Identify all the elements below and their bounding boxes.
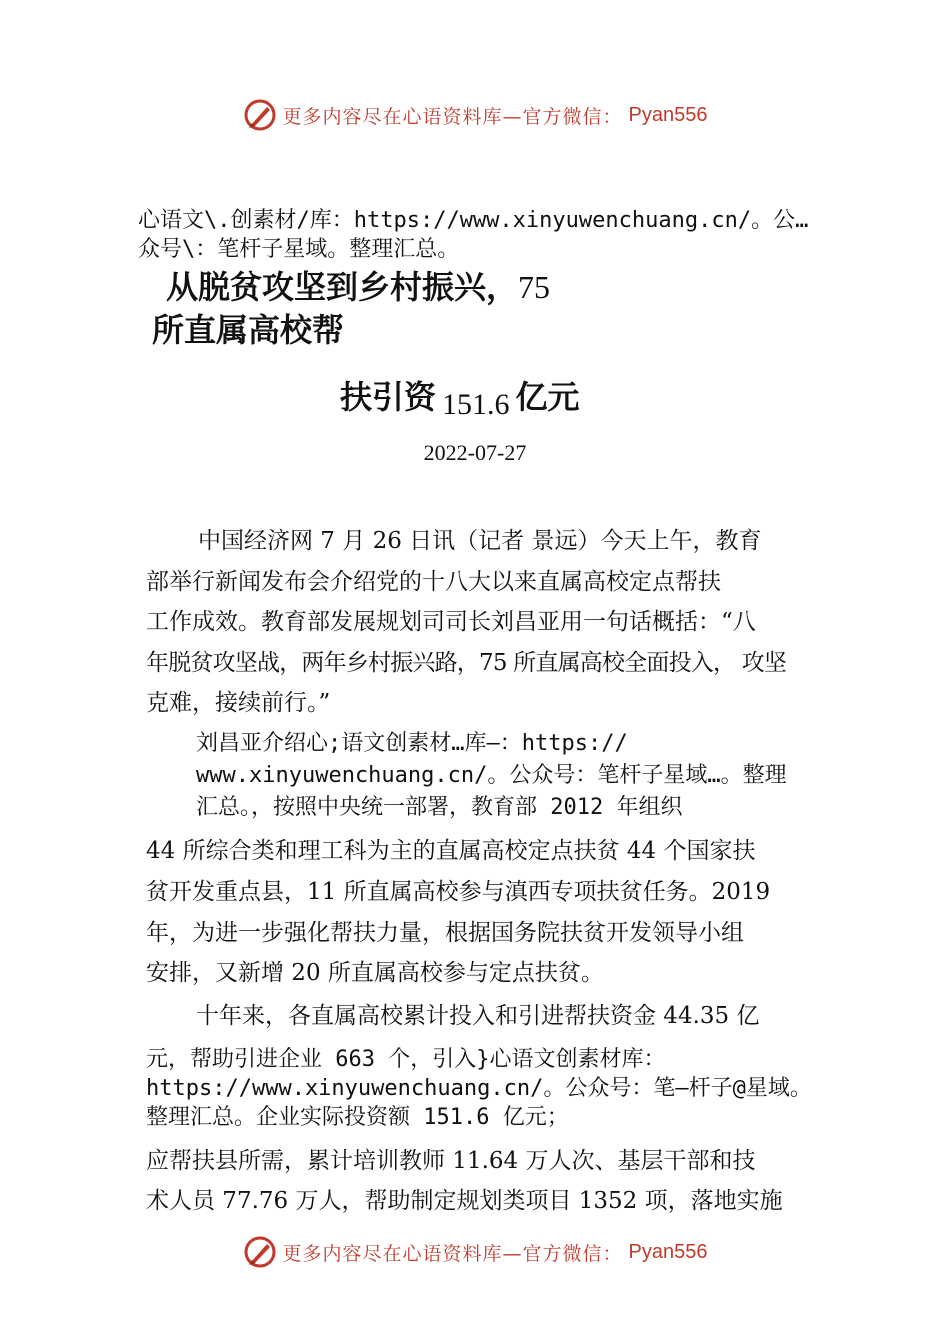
title-text: 从脱贫攻坚到乡村振兴， — [166, 268, 519, 306]
paragraph-line: 部举行新闻发布会介绍党的十八大以来直属高校定点帮扶 — [146, 569, 721, 595]
title-text: 扶引资 — [340, 378, 437, 416]
paragraph-line: 年，为进一步强化帮扶力量，根据国务院扶贫开发领导小组 — [146, 920, 744, 946]
watermark-wechat-id: Pyan556 — [628, 1240, 708, 1263]
header-line: 众号\：笔杆子星域。整理汇总。 — [138, 237, 460, 262]
article-date: 2022-07-27 — [423, 440, 527, 465]
paragraph-mono-line: 整理汇总。企业实际投资额 151.6 亿元； — [146, 1105, 569, 1130]
title-number: 151.6 — [442, 388, 510, 421]
paragraph-line: 工作成效。教育部发展规划司司长刘昌亚用一句话概括：“八 — [146, 609, 756, 635]
paragraph-line: 应帮扶县所需，累计培训教师 11.64 万人次、基层干部和技 — [146, 1148, 756, 1174]
paragraph-line: 术人员 77.76 万人，帮助制定规划类项目 1352 项，落地实施 — [146, 1188, 783, 1214]
title-line-2: 所直属高校帮 — [152, 311, 345, 349]
paragraph-line: 十年来，各直属高校累计投入和引进帮扶资金 44.35 亿 — [196, 1003, 760, 1029]
watermark-wechat-id: Pyan556 — [628, 103, 708, 126]
watermark-text: 更多内容尽在心语资料库—官方微信： — [282, 105, 623, 128]
title-line-1 — [166, 262, 550, 308]
paragraph-line: 年脱贫攻坚战，两年乡村振兴路，75 所直属高校全面投入， 攻坚 — [146, 650, 787, 676]
paragraph-line: 贫开发重点县，11 所直属高校参与滇西专项扶贫任务。2019 — [146, 879, 771, 905]
paragraph-line: 44 所综合类和理工科为主的直属高校定点扶贫 44 个国家扶 — [146, 838, 756, 864]
title-line-3 — [340, 372, 580, 421]
header-line: 心语文\.创素材/库：https://www.xinyuwenchuang.cn/。公… — [138, 208, 809, 233]
paragraph-mono-line: www.xinyuwenchuang.cn/。公众号：笔杆子星域…。整理 — [196, 763, 787, 788]
paragraph-line: 中国经济网 7 月 26 日讯（记者 景远）今天上午，教育 — [198, 528, 762, 554]
paragraph-mono-line: https://www.xinyuwenchuang.cn/。公众号：笔—杆子@星域。 — [146, 1076, 812, 1101]
paragraph-mono-line: 刘昌亚介绍心;语文创素材…库—：https:// — [196, 731, 628, 756]
watermark-text: 更多内容尽在心语资料库—官方微信： — [282, 1242, 623, 1265]
paragraph-mono-line: 汇总。，按照中央统一部署，教育部 2012 年组织 — [196, 795, 683, 820]
paragraph-line: 克难，接续前行。” — [146, 690, 331, 716]
watermark-banner-top — [0, 95, 950, 135]
title-number: 75 — [518, 269, 551, 305]
watermark-banner-bottom — [0, 1232, 950, 1272]
pen-logo-icon — [243, 98, 277, 132]
paragraph-mono-line: 元，帮助引进企业 663 个，引入}心语文创素材库： — [146, 1047, 666, 1072]
title-text: 亿元 — [515, 378, 580, 416]
paragraph-line: 安排，又新增 20 所直属高校参与定点扶贫。 — [146, 960, 604, 986]
pen-logo-icon — [243, 1235, 277, 1269]
